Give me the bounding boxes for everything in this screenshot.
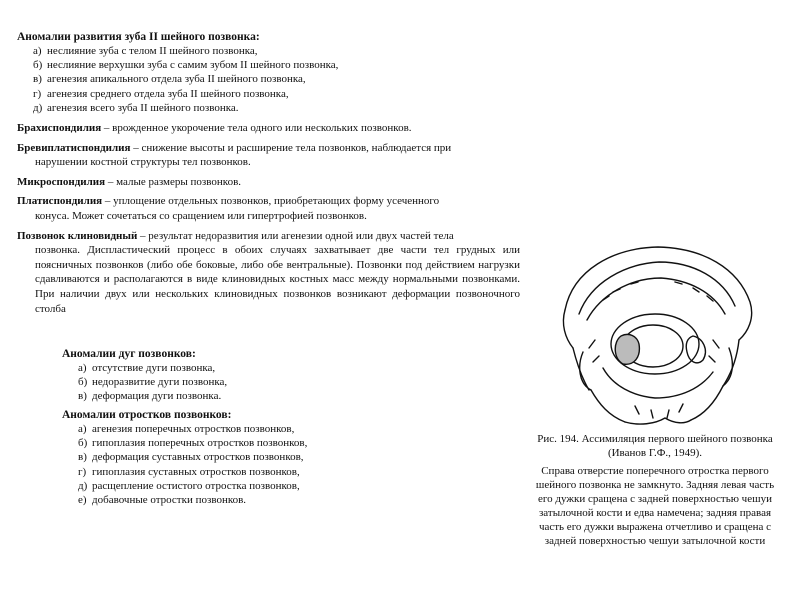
list-item: д) расщепление остистого отростка позвонков, <box>78 479 300 492</box>
list-item: а) агенезия поперечных отростков позвонков, <box>78 423 295 435</box>
skull-drawing <box>543 240 768 430</box>
process-anomalies-block <box>62 408 362 507</box>
tooth-anomalies-list <box>17 44 520 115</box>
list-item: г) агенезия среднего отдела зуба II шейного позвонка, <box>33 87 289 100</box>
list-item: д) агенезия всего зуба II шейного позвонка. <box>33 101 239 114</box>
tooth-anomalies-title: Аномалии развития зуба II шейного позвонка: <box>17 31 260 43</box>
list-item: а) неслияние зуба с телом II шейного позвонка, <box>33 45 258 57</box>
definition-microspondylia: Микроспондилия – малые размеры позвонков. <box>17 175 242 188</box>
arch-anomalies-title: Аномалии дуг позвонков: <box>62 348 196 360</box>
definition-wedge-vertebra: Позвонок клиновидный – результат недоразвития или агенезии одной или двух частей тела позвонка. Диспластический процесс в обоих случаях захватывает две части тел грудных или поясничных позвонков (либо обе боковые, либо обе вентральные). Позвонки под действием нагрузки сдавливаются и располагаются в виде клиновидных костных масс между нормальными позвонками. При наличии двух или нескольких клиновидных позвонков возникают деформации позвоночного столба <box>17 229 520 315</box>
definition-platyspondylia: Платиспондилия – уплощение отдельных позвонков, приобретающих форму усеченного конуса. Может сочетаться со сращением или гипертрофией позвонков. <box>17 195 440 222</box>
list-item: е) добавочные отростки позвонков. <box>78 494 247 507</box>
list-item: в) деформация дуги позвонка. <box>78 390 222 403</box>
main-text-block <box>17 30 520 321</box>
arch-anomalies-block <box>62 347 362 404</box>
list-item: б) гипоплазия поперечных отростков позвонков, <box>78 437 308 450</box>
definition-brachyspondylia: Брахиспондилия – врожденное укорочение тела одного или нескольких позвонков. <box>17 122 412 135</box>
process-anomalies-title: Аномалии отростков позвонков: <box>62 409 232 421</box>
figure-caption <box>530 432 780 548</box>
list-item: г) гипоплазия суставных отростков позвонков, <box>78 465 300 478</box>
process-anomalies-list <box>62 422 362 507</box>
caption-note: Справа отверстие поперечного отростка первого шейного позвонка не замкнуто. Задняя левая часть его дужки сращена с задней поверхностью чешуи затылочной кости и едва намечена; задняя правая часть его дужки выражена отчетливо и сращена с задней поверхностью чешуи затылочной кости <box>535 465 775 547</box>
definition-breviplatyspondylia: Бревиплатиспондилия – снижение высоты и расширение тела позвонков, наблюдается при нарушении костной структуры тел позвонков. <box>17 141 452 169</box>
list-item: б) неслияние верхушки зуба с самим зубом II шейного позвонка, <box>33 59 339 72</box>
arch-anomalies-list <box>62 361 362 404</box>
list-item: б) недоразвитие дуги позвонка, <box>78 376 228 389</box>
caption-title: Рис. 194. Ассимиляция первого шейного позвонка (Иванов Г.Ф., 1949). <box>537 433 773 459</box>
list-item: в) агенезия апикального отдела зуба II шейного позвонка, <box>33 73 306 86</box>
skull-illustration <box>543 240 768 430</box>
list-item: в) деформация суставных отростков позвонков, <box>78 451 304 464</box>
list-item: а) отсутствие дуги позвонка, <box>78 362 216 374</box>
